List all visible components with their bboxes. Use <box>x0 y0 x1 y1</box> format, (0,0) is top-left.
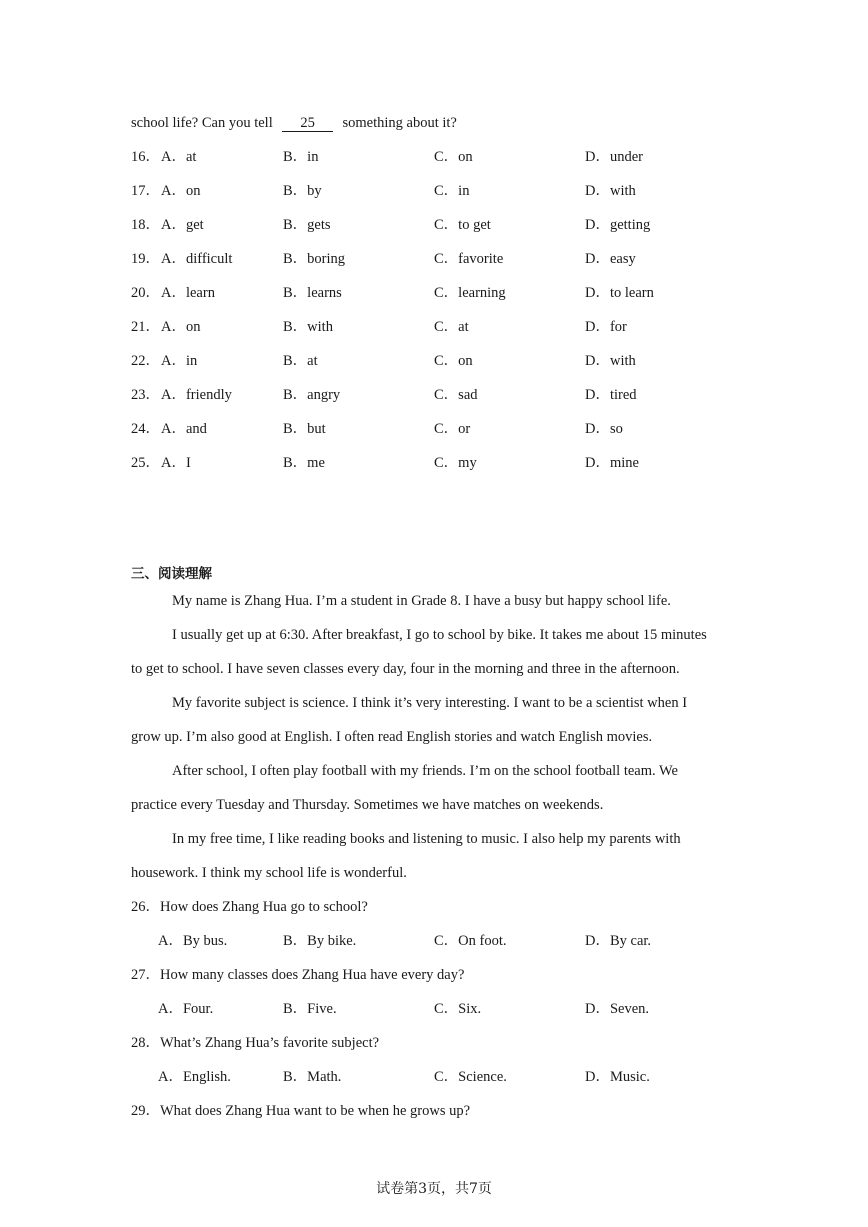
option-b[interactable]: B．learns <box>283 285 342 301</box>
question-number: 21． <box>131 319 160 335</box>
option-d[interactable]: D．with <box>585 183 636 199</box>
option-c[interactable]: C．at <box>434 319 469 335</box>
option-row-20 <box>131 284 751 302</box>
option-a[interactable]: A．Four. <box>158 1001 214 1017</box>
blank-25: 25 <box>282 115 333 132</box>
option-a[interactable]: A．at <box>161 149 197 165</box>
option-d[interactable]: D．for <box>585 319 627 335</box>
page-footer: 试卷第3页，共7页 <box>376 1181 492 1197</box>
question-stem-29: 29．What does Zhang Hua want to be when he grows up? <box>131 1103 471 1119</box>
option-d[interactable]: D．with <box>585 353 636 369</box>
option-row-17 <box>131 182 751 200</box>
option-c[interactable]: C．learning <box>434 285 506 301</box>
passage-line: to get to school. I have seven classes every day, four in the morning and three in the afternoon. <box>131 661 680 677</box>
question-options-27 <box>158 1000 758 1018</box>
option-c[interactable]: C．favorite <box>434 251 504 267</box>
option-c[interactable]: C．or <box>434 421 471 437</box>
question-number: 20． <box>131 285 160 301</box>
option-d[interactable]: D．getting <box>585 217 651 233</box>
question-number: 23． <box>131 387 160 403</box>
intro-line <box>131 114 457 132</box>
option-row-25 <box>131 454 751 472</box>
option-a[interactable]: A．By bus. <box>158 933 228 949</box>
option-c[interactable]: C．Six. <box>434 1001 482 1017</box>
option-c[interactable]: C．on <box>434 353 473 369</box>
question-number: 19． <box>131 251 160 267</box>
passage-line: grow up. I’m also good at English. I often read English stories and watch English movies. <box>131 729 653 745</box>
option-a[interactable]: A．on <box>161 183 201 199</box>
option-d[interactable]: D．under <box>585 149 643 165</box>
question-options-28 <box>158 1068 758 1086</box>
option-row-18 <box>131 216 751 234</box>
question-number: 17． <box>131 183 160 199</box>
question-stem-26: 26．How does Zhang Hua go to school? <box>131 899 368 915</box>
option-b[interactable]: B．Math. <box>283 1069 342 1085</box>
option-d[interactable]: D．easy <box>585 251 636 267</box>
option-b[interactable]: B．in <box>283 149 319 165</box>
option-c[interactable]: C．Science. <box>434 1069 507 1085</box>
option-b[interactable]: B．gets <box>283 217 331 233</box>
option-a[interactable]: A．and <box>161 421 207 437</box>
option-c[interactable]: C．on <box>434 149 473 165</box>
option-a[interactable]: A．in <box>161 353 198 369</box>
section-title: 三、阅读理解 <box>131 566 212 582</box>
passage-line: In my free time, I like reading books and listening to music. I also help my parents with <box>172 831 681 847</box>
option-row-21 <box>131 318 751 336</box>
option-b[interactable]: B．boring <box>283 251 346 267</box>
option-d[interactable]: D．mine <box>585 455 639 471</box>
passage-line: My favorite subject is science. I think it’s very interesting. I want to be a scientist when I <box>172 695 688 711</box>
option-d[interactable]: D．Music. <box>585 1069 650 1085</box>
passage-line: housework. I think my school life is wonderful. <box>131 865 407 881</box>
option-a[interactable]: A．friendly <box>161 387 232 403</box>
intro-text-after: something about it? <box>342 115 457 131</box>
option-row-19 <box>131 250 751 268</box>
option-b[interactable]: B．at <box>283 353 318 369</box>
option-c[interactable]: C．to get <box>434 217 491 233</box>
passage-line: I usually get up at 6:30. After breakfast, I go to school by bike. It takes me about 15 minutes <box>172 627 707 643</box>
passage-line: After school, I often play football with my friends. I’m on the school football team. We <box>172 763 678 779</box>
option-b[interactable]: B．with <box>283 319 333 335</box>
question-number: 16． <box>131 149 160 165</box>
option-a[interactable]: A．difficult <box>161 251 233 267</box>
option-b[interactable]: B．By bike. <box>283 933 357 949</box>
option-c[interactable]: C．On foot. <box>434 933 507 949</box>
question-number: 22． <box>131 353 160 369</box>
passage-line: My name is Zhang Hua. I’m a student in Grade 8. I have a busy but happy school life. <box>172 593 671 609</box>
option-a[interactable]: A．I <box>161 455 191 471</box>
option-d[interactable]: D．Seven. <box>585 1001 650 1017</box>
option-b[interactable]: B．me <box>283 455 325 471</box>
option-a[interactable]: A．English. <box>158 1069 231 1085</box>
question-number: 24． <box>131 421 160 437</box>
option-row-16 <box>131 148 751 166</box>
question-number: 25． <box>131 455 160 471</box>
passage-line: practice every Tuesday and Thursday. Sometimes we have matches on weekends. <box>131 797 604 813</box>
option-row-22 <box>131 352 751 370</box>
option-b[interactable]: B．angry <box>283 387 341 403</box>
option-c[interactable]: C．in <box>434 183 470 199</box>
option-b[interactable]: B．but <box>283 421 326 437</box>
option-a[interactable]: A．get <box>161 217 204 233</box>
option-d[interactable]: D．By car. <box>585 933 652 949</box>
option-b[interactable]: B．by <box>283 183 322 199</box>
option-a[interactable]: A．on <box>161 319 201 335</box>
option-row-24 <box>131 420 751 438</box>
question-stem-27: 27．How many classes does Zhang Hua have every day? <box>131 967 465 983</box>
intro-text-before: school life? Can you tell <box>131 115 273 131</box>
option-d[interactable]: D．tired <box>585 387 637 403</box>
option-b[interactable]: B．Five. <box>283 1001 337 1017</box>
option-c[interactable]: C．sad <box>434 387 478 403</box>
option-d[interactable]: D．to learn <box>585 285 654 301</box>
option-c[interactable]: C．my <box>434 455 477 471</box>
question-number: 18． <box>131 217 160 233</box>
question-options-26 <box>158 932 758 950</box>
option-d[interactable]: D．so <box>585 421 623 437</box>
option-a[interactable]: A．learn <box>161 285 215 301</box>
option-row-23 <box>131 386 751 404</box>
question-stem-28: 28．What’s Zhang Hua’s favorite subject? <box>131 1035 380 1051</box>
